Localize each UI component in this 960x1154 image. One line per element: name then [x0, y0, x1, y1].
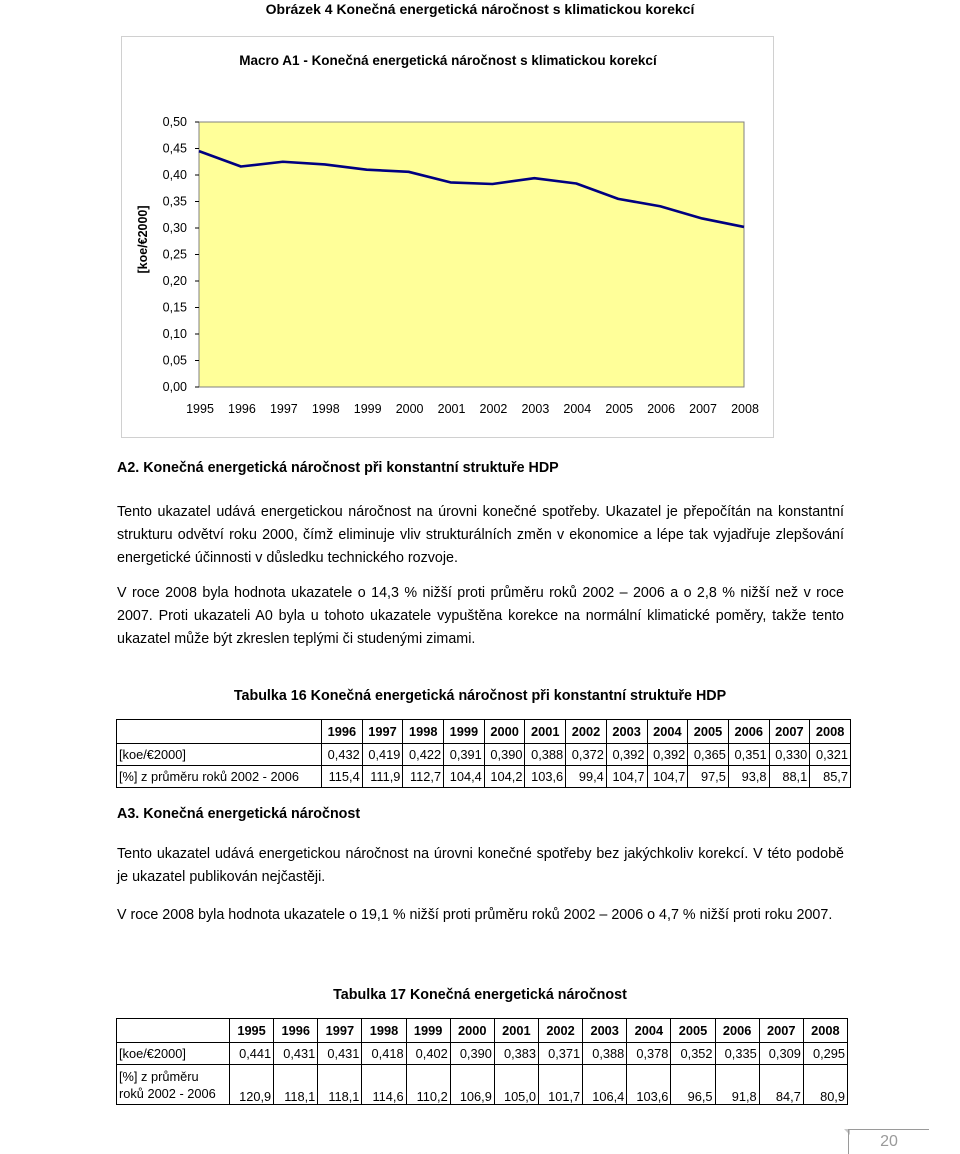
table-cell: 112,7 — [403, 766, 444, 788]
table-year-header: 2004 — [647, 720, 688, 744]
table-cell: 103,6 — [627, 1065, 671, 1105]
table-year-header: 2000 — [484, 720, 525, 744]
table-year-header: 1996 — [274, 1019, 318, 1043]
table-row-label: [koe/€2000] — [117, 744, 322, 766]
y-tick-label: 0,05 — [163, 354, 187, 368]
table-cell: 103,6 — [525, 766, 566, 788]
table-year-header: 2006 — [728, 720, 769, 744]
table-cell: 85,7 — [810, 766, 851, 788]
section-a3-heading: A3. Konečná energetická náročnost — [117, 806, 360, 822]
table-cell: 120,9 — [230, 1065, 274, 1105]
x-tick-label: 2005 — [605, 402, 633, 416]
x-tick-label: 2006 — [647, 402, 675, 416]
section-a3-paragraph-2: V roce 2008 byla hodnota ukazatele o 19,1 % nižší proti průměru roků 2002 – 2006 o 4,7 % nižší proti roku 2007. — [117, 904, 844, 927]
table17 — [116, 1018, 848, 1105]
table-cell: 99,4 — [566, 766, 607, 788]
table-cell: 0,335 — [715, 1043, 759, 1065]
table-cell: 101,7 — [538, 1065, 582, 1105]
x-tick-label: 2003 — [521, 402, 549, 416]
table-cell: 88,1 — [769, 766, 810, 788]
table-cell: 105,0 — [494, 1065, 538, 1105]
table-cell: 110,2 — [406, 1065, 450, 1105]
table-year-header: 1996 — [322, 720, 363, 744]
table-header-row — [117, 720, 851, 744]
section-a3-paragraph-1: Tento ukazatel udává energetickou náročnost na úrovni konečné spotřeby bez jakýchkoliv korekcí. V této podobě je ukazatel publikován nejčastěji. — [117, 843, 844, 889]
table17-caption: Tabulka 17 Konečná energetická náročnost — [0, 987, 960, 1003]
table-cell: 0,390 — [484, 744, 525, 766]
y-tick-label: 0,20 — [163, 274, 187, 288]
table-cell: 0,388 — [525, 744, 566, 766]
line-chart — [122, 37, 773, 437]
section-a2-paragraph-2: V roce 2008 byla hodnota ukazatele o 14,3 % nižší proti průměru roků 2002 – 2006 a o 2,8 % nižší než v roce 2007. Proti ukazateli A0 byla u tohoto ukazatele vypuštěna korekce na normální klimatické poměry, takže tento ukazatel může být zkreslen teplými či studenými zimami. — [117, 582, 844, 651]
table-year-header: 2005 — [671, 1019, 715, 1043]
table-row-label-line: [%] z průměru — [119, 1069, 199, 1084]
table-corner-cell — [117, 1019, 230, 1043]
table-cell: 80,9 — [803, 1065, 847, 1105]
table-cell: 0,441 — [230, 1043, 274, 1065]
table-cell: 0,431 — [318, 1043, 362, 1065]
table16 — [116, 719, 851, 788]
table-cell: 0,422 — [403, 744, 444, 766]
y-tick-label: 0,40 — [163, 168, 187, 182]
table-cell: 91,8 — [715, 1065, 759, 1105]
y-tick-label: 0,10 — [163, 327, 187, 341]
table-row-label: [%] z průměru roků 2002 - 2006 — [117, 766, 322, 788]
table-cell: 0,388 — [583, 1043, 627, 1065]
x-tick-label: 1998 — [312, 402, 340, 416]
x-tick-label: 1999 — [354, 402, 382, 416]
chart-container — [121, 36, 774, 438]
table-cell: 115,4 — [322, 766, 363, 788]
table-cell: 0,365 — [688, 744, 729, 766]
table16-caption: Tabulka 16 Konečná energetická náročnost při konstantní struktuře HDP — [0, 688, 960, 704]
table-year-header: 2001 — [494, 1019, 538, 1043]
table-row — [117, 1065, 848, 1105]
x-tick-label: 2001 — [438, 402, 466, 416]
table-year-header: 2002 — [538, 1019, 582, 1043]
table-cell: 104,7 — [606, 766, 647, 788]
table-cell: 106,4 — [583, 1065, 627, 1105]
table-year-header: 1997 — [318, 1019, 362, 1043]
y-tick-label: 0,45 — [163, 142, 187, 156]
x-tick-label: 1995 — [186, 402, 214, 416]
table-year-header: 2000 — [450, 1019, 494, 1043]
table-cell: 0,431 — [274, 1043, 318, 1065]
table-cell: 118,1 — [274, 1065, 318, 1105]
table-cell: 0,432 — [322, 744, 363, 766]
x-tick-label: 2004 — [563, 402, 591, 416]
table-cell: 0,309 — [759, 1043, 803, 1065]
table-row — [117, 766, 851, 788]
table-cell: 84,7 — [759, 1065, 803, 1105]
table-year-header: 2002 — [566, 720, 607, 744]
table-row — [117, 744, 851, 766]
x-tick-label: 2000 — [396, 402, 424, 416]
table-cell: 93,8 — [728, 766, 769, 788]
table-cell: 0,351 — [728, 744, 769, 766]
table-cell: 0,372 — [566, 744, 607, 766]
table-cell: 104,4 — [444, 766, 485, 788]
table-year-header: 1998 — [362, 1019, 406, 1043]
table-cell: 0,383 — [494, 1043, 538, 1065]
table-cell: 0,419 — [362, 744, 403, 766]
table-corner-cell — [117, 720, 322, 744]
table-cell: 0,321 — [810, 744, 851, 766]
table-year-header: 2003 — [606, 720, 647, 744]
x-tick-label: 2002 — [480, 402, 508, 416]
table-cell: 118,1 — [318, 1065, 362, 1105]
table-cell: 0,391 — [444, 744, 485, 766]
x-tick-label: 2007 — [689, 402, 717, 416]
table-year-header: 1999 — [406, 1019, 450, 1043]
table-row-label: [koe/€2000] — [117, 1043, 230, 1065]
table-cell: 114,6 — [362, 1065, 406, 1105]
table-year-header: 1998 — [403, 720, 444, 744]
table-cell: 0,352 — [671, 1043, 715, 1065]
table-cell: 0,418 — [362, 1043, 406, 1065]
table-row-label — [117, 1065, 230, 1105]
page-number: 20 — [848, 1129, 929, 1154]
table-year-header: 2007 — [769, 720, 810, 744]
x-tick-label: 1997 — [270, 402, 298, 416]
y-tick-label: 0,35 — [163, 195, 187, 209]
chart-title: Macro A1 - Konečná energetická náročnost s klimatickou korekcí — [239, 53, 658, 68]
table-year-header: 1999 — [444, 720, 485, 744]
table-year-header: 2004 — [627, 1019, 671, 1043]
x-tick-label: 1996 — [228, 402, 256, 416]
table-cell: 97,5 — [688, 766, 729, 788]
table-year-header: 2003 — [583, 1019, 627, 1043]
table-row — [117, 1043, 848, 1065]
table-cell: 0,295 — [803, 1043, 847, 1065]
y-tick-label: 0,15 — [163, 301, 187, 315]
table-year-header: 2008 — [803, 1019, 847, 1043]
table-cell: 111,9 — [362, 766, 403, 788]
table-header-row — [117, 1019, 848, 1043]
table-cell: 0,402 — [406, 1043, 450, 1065]
table-year-header: 2006 — [715, 1019, 759, 1043]
table-cell: 104,2 — [484, 766, 525, 788]
y-tick-label: 0,30 — [163, 221, 187, 235]
y-tick-label: 0,00 — [163, 380, 187, 394]
table-cell: 0,392 — [647, 744, 688, 766]
table-year-header: 1995 — [230, 1019, 274, 1043]
y-axis-label: [koe/€2000] — [136, 205, 150, 273]
section-a2-heading: A2. Konečná energetická náročnost při konstantní struktuře HDP — [117, 460, 559, 476]
table-cell: 104,7 — [647, 766, 688, 788]
section-a2-paragraph-1: Tento ukazatel udává energetickou náročnost na úrovni konečné spotřeby. Ukazatel je přepočítán na konstantní strukturu odvětví roku 2000, čímž eliminuje vliv strukturálních změn v ekonomice a lépe tak vyjadřuje zlepšování energetické účinnosti v důsledku technického rozvoje. — [117, 501, 844, 570]
table-year-header: 2001 — [525, 720, 566, 744]
x-tick-label: 2008 — [731, 402, 759, 416]
table-cell: 0,390 — [450, 1043, 494, 1065]
table-cell: 0,378 — [627, 1043, 671, 1065]
table-cell: 0,330 — [769, 744, 810, 766]
table-year-header: 2005 — [688, 720, 729, 744]
figure-caption: Obrázek 4 Konečná energetická náročnost s klimatickou korekcí — [0, 0, 960, 18]
y-tick-label: 0,25 — [163, 248, 187, 262]
table-cell: 96,5 — [671, 1065, 715, 1105]
table-row-label-line: roků 2002 - 2006 — [119, 1086, 216, 1101]
table-cell: 106,9 — [450, 1065, 494, 1105]
table-year-header: 2008 — [810, 720, 851, 744]
table-cell: 0,392 — [606, 744, 647, 766]
y-tick-label: 0,50 — [163, 115, 187, 129]
table-cell: 0,371 — [538, 1043, 582, 1065]
table-year-header: 1997 — [362, 720, 403, 744]
table-year-header: 2007 — [759, 1019, 803, 1043]
